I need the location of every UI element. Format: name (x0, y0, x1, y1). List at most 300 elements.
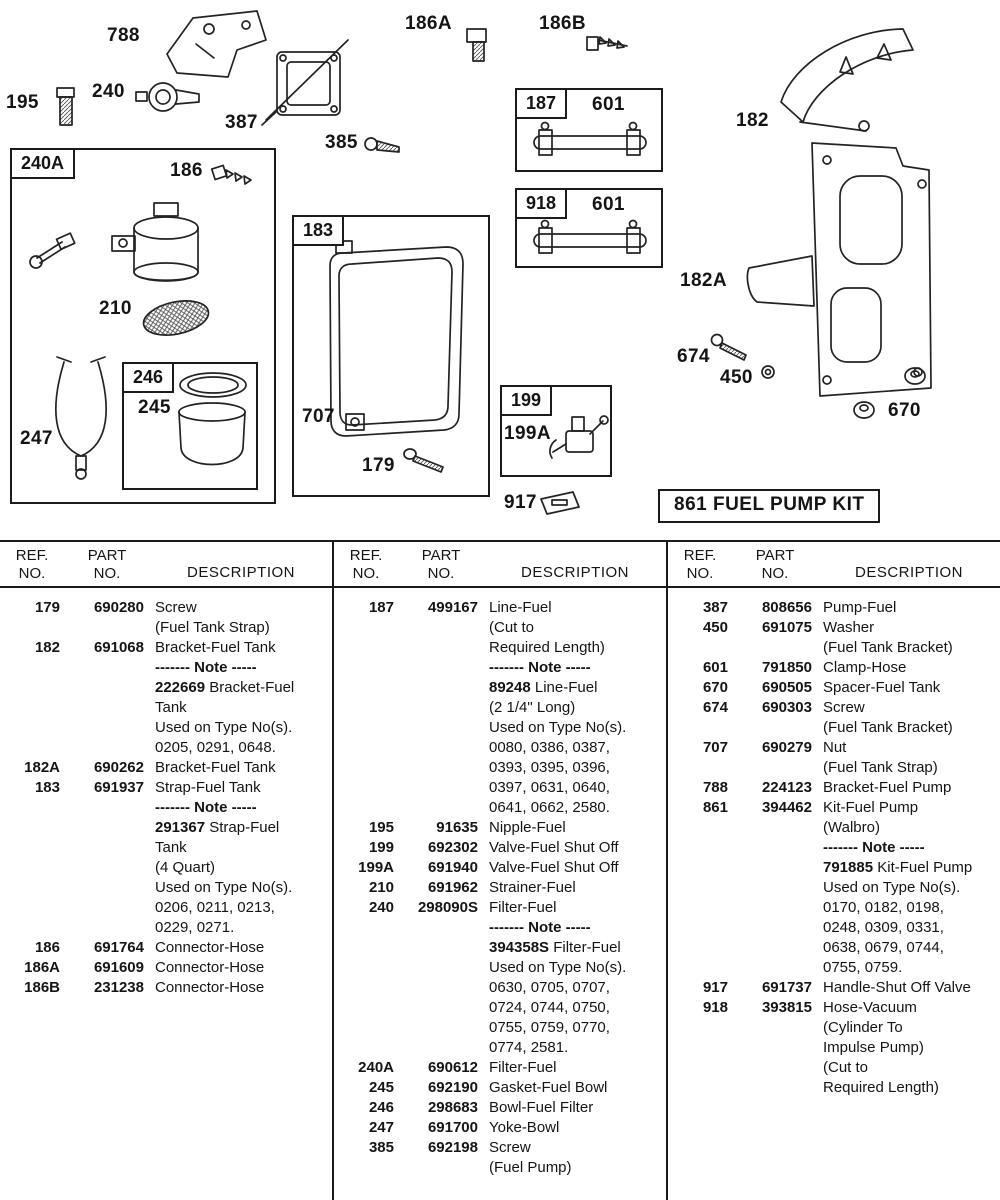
description-cell: (Fuel Tank Strap) (155, 619, 270, 636)
ref-no-cell (334, 978, 394, 998)
description-cell: 0755, 0759. (823, 959, 903, 976)
description-cell: 291367 Strap-Fuel (155, 819, 280, 836)
table-row (334, 878, 666, 898)
callout-247: 247 (20, 428, 53, 449)
table-row (334, 938, 666, 958)
ref-no-cell: 186A (24, 959, 60, 976)
part-no-cell (60, 658, 144, 678)
table-row (0, 938, 332, 958)
callout-182A: 182A (680, 270, 728, 291)
header-part-line1: PART (421, 547, 461, 564)
description-cell: 0724, 0744, 0750, (489, 999, 610, 1016)
callout-387: 387 (225, 112, 258, 133)
description-cell: Clamp-Hose (823, 659, 907, 676)
group-label-918: 918 (515, 188, 567, 219)
header-ref-line1: REF. (349, 547, 383, 564)
ref-no-cell (334, 638, 394, 658)
parts-column-body (334, 588, 666, 1178)
ref-no-cell (334, 618, 394, 638)
part-no-cell: 91635 (436, 819, 478, 836)
description-cell: Connector-Hose (155, 959, 265, 976)
table-row (668, 758, 1000, 778)
part-no-cell (60, 698, 144, 718)
header-part-no (398, 547, 484, 583)
ref-no-cell: 246 (368, 1099, 394, 1116)
table-row (668, 858, 1000, 878)
description-cell: Filter-Fuel (489, 1059, 557, 1076)
part-no-cell (394, 938, 478, 958)
callout-186B: 186B (539, 13, 587, 34)
part-no-cell (728, 758, 812, 778)
exploded-parts-diagram (0, 0, 1000, 538)
ref-no-cell (668, 818, 728, 838)
description-cell: (4 Quart) (155, 859, 216, 876)
part-no-cell (728, 1078, 812, 1098)
ref-no-cell: 788 (702, 779, 728, 796)
part-no-cell (728, 918, 812, 938)
part-no-cell (60, 798, 144, 818)
description-cell: 0630, 0705, 0707, (489, 979, 610, 996)
parts-column-1 (0, 542, 334, 1200)
part-no-cell (394, 618, 478, 638)
ref-no-cell (334, 778, 394, 798)
description-cell: 0397, 0631, 0640, (489, 779, 610, 796)
description-cell: 0248, 0309, 0331, (823, 919, 944, 936)
table-row (0, 918, 332, 938)
table-header (668, 542, 1000, 588)
description-cell: Used on Type No(s). (823, 879, 961, 896)
ref-no-cell: 183 (34, 779, 60, 796)
table-row (0, 818, 332, 838)
ref-no-cell (668, 918, 728, 938)
part-no-cell (60, 618, 144, 638)
part-no-cell: 691962 (427, 879, 478, 896)
ref-no-cell: 385 (368, 1139, 394, 1156)
ref-no-cell: 918 (702, 999, 728, 1016)
part-no-cell (394, 698, 478, 718)
callout-245: 245 (138, 397, 171, 418)
ref-no-cell (0, 718, 60, 738)
table-row (668, 878, 1000, 898)
table-row (334, 998, 666, 1018)
part-no-cell: 691764 (93, 939, 144, 956)
table-row (334, 858, 666, 878)
part-240-fuel-filter-icon (136, 83, 199, 111)
description-cell: (Cylinder To (823, 1019, 903, 1036)
ref-no-cell (668, 1078, 728, 1098)
description-cell: Screw (823, 699, 865, 716)
description-cell: 791885 Kit-Fuel Pump (823, 859, 973, 876)
ref-no-cell: 240A (358, 1059, 394, 1076)
ref-no-cell (668, 858, 728, 878)
description-cell: Used on Type No(s). (489, 719, 627, 736)
callout-385: 385 (325, 132, 358, 153)
part-no-cell (60, 838, 144, 858)
description-cell: Filter-Fuel (489, 899, 557, 916)
description-cell: (2 1/4" Long) (489, 699, 576, 716)
parts-table (0, 540, 1000, 1200)
ref-no-cell (0, 798, 60, 818)
table-row (0, 758, 332, 778)
callout-674: 674 (677, 346, 710, 367)
callout-917: 917 (504, 492, 537, 513)
group-label-199: 199 (500, 385, 552, 416)
part-182-bracket (781, 29, 913, 131)
ref-no-cell (334, 938, 394, 958)
header-part-line2: NO. (427, 565, 455, 582)
table-header (0, 542, 332, 588)
description-cell: Used on Type No(s). (155, 719, 293, 736)
parts-column-2 (334, 542, 668, 1200)
ref-no-cell: 247 (368, 1119, 394, 1136)
callout-182: 182 (736, 110, 769, 131)
ref-no-cell (334, 738, 394, 758)
callout-670: 670 (888, 400, 921, 421)
part-no-cell: 690303 (761, 699, 812, 716)
description-cell: ------- Note ----- (823, 839, 925, 856)
table-row (334, 1078, 666, 1098)
table-row (334, 1018, 666, 1038)
part-385-screw (365, 138, 399, 152)
ref-no-cell (0, 698, 60, 718)
table-row (334, 798, 666, 818)
ref-no-cell (0, 678, 60, 698)
parts-column-3 (668, 542, 1000, 1200)
part-no-cell: 692190 (427, 1079, 478, 1096)
ref-no-cell (334, 1018, 394, 1038)
part-195-nipple (57, 88, 74, 125)
part-no-cell: 499167 (427, 599, 478, 616)
ref-no-cell (668, 758, 728, 778)
part-no-cell: 393815 (761, 999, 812, 1016)
table-row (668, 998, 1000, 1018)
header-ref-line2: NO. (352, 565, 380, 582)
table-row (334, 618, 666, 638)
table-row (334, 718, 666, 738)
table-row (334, 1118, 666, 1138)
description-cell: (Fuel Tank Bracket) (823, 639, 953, 656)
part-no-cell (60, 718, 144, 738)
part-no-cell: 691700 (427, 1119, 478, 1136)
table-row (668, 938, 1000, 958)
description-cell: Bracket-Fuel Pump (823, 779, 952, 796)
description-cell: ------- Note ----- (489, 659, 591, 676)
description-cell: Washer (823, 619, 875, 636)
ref-no-cell: 861 (702, 799, 728, 816)
table-row (0, 738, 332, 758)
ref-no-cell (0, 818, 60, 838)
ref-no-cell: 182A (24, 759, 60, 776)
description-cell: Spacer-Fuel Tank (823, 679, 941, 696)
description-cell: Screw (489, 1139, 531, 1156)
description-cell: Valve-Fuel Shut Off (489, 859, 619, 876)
table-row (668, 658, 1000, 678)
part-no-cell: 690279 (761, 739, 812, 756)
description-cell: Handle-Shut Off Valve (823, 979, 971, 996)
table-row (0, 658, 332, 678)
ref-no-cell (334, 718, 394, 738)
table-row (668, 1018, 1000, 1038)
ref-no-cell: 450 (702, 619, 728, 636)
header-description: DESCRIPTION (854, 564, 963, 581)
description-cell: 222669 Bracket-Fuel (155, 679, 295, 696)
description-cell: Tank (155, 839, 187, 856)
group-label-246: 246 (122, 362, 174, 393)
ref-no-cell (334, 1158, 394, 1178)
header-part-no (732, 547, 818, 583)
ref-no-cell (0, 618, 60, 638)
table-row (668, 818, 1000, 838)
description-cell: Connector-Hose (155, 979, 265, 996)
description-cell: Yoke-Bowl (489, 1119, 560, 1136)
description-cell: 0205, 0291, 0648. (155, 739, 276, 756)
table-row (0, 978, 332, 998)
part-387-fuel-pump (262, 40, 348, 125)
table-row (0, 598, 332, 618)
table-row (334, 818, 666, 838)
part-450-washer (762, 366, 774, 378)
description-cell: 0229, 0271. (155, 919, 235, 936)
part-no-cell: 691609 (93, 959, 144, 976)
part-no-cell (394, 658, 478, 678)
ref-no-cell: 195 (368, 819, 394, 836)
table-row (668, 978, 1000, 998)
table-row (668, 918, 1000, 938)
part-no-cell (394, 738, 478, 758)
ref-no-cell: 182 (34, 639, 60, 656)
part-no-cell (394, 1038, 478, 1058)
part-no-cell (394, 1158, 478, 1178)
description-cell: ------- Note ----- (489, 919, 591, 936)
ref-no-cell: 917 (702, 979, 728, 996)
table-row (334, 1138, 666, 1158)
table-row (334, 958, 666, 978)
table-row (0, 798, 332, 818)
table-row (0, 838, 332, 858)
parts-column-body (0, 588, 332, 998)
table-row (668, 1038, 1000, 1058)
table-row (668, 598, 1000, 618)
part-no-cell: 394462 (761, 799, 812, 816)
part-no-cell (394, 998, 478, 1018)
description-cell: Strap-Fuel Tank (155, 779, 261, 796)
part-no-cell (728, 858, 812, 878)
description-cell: Required Length) (489, 639, 605, 656)
table-row (334, 678, 666, 698)
table-row (668, 898, 1000, 918)
part-no-cell (394, 1018, 478, 1038)
ref-no-cell (668, 838, 728, 858)
ref-no-cell (0, 738, 60, 758)
part-no-cell: 690505 (761, 679, 812, 696)
description-cell: 394358S Filter-Fuel (489, 939, 621, 956)
description-cell: Screw (155, 599, 197, 616)
part-no-cell (60, 858, 144, 878)
table-row (334, 978, 666, 998)
part-no-cell (728, 1018, 812, 1038)
table-row (668, 1058, 1000, 1078)
callout-186: 186 (170, 160, 203, 181)
ref-no-cell (668, 1038, 728, 1058)
ref-no-cell (668, 898, 728, 918)
part-186A-connector (467, 29, 486, 61)
ref-no-cell: 670 (702, 679, 728, 696)
header-part-line2: NO. (93, 565, 121, 582)
ref-no-cell (334, 918, 394, 938)
part-no-cell (60, 918, 144, 938)
table-row (334, 598, 666, 618)
part-no-cell (728, 898, 812, 918)
ref-no-cell: 199 (368, 839, 394, 856)
part-917-handle (541, 492, 579, 514)
description-cell: Used on Type No(s). (155, 879, 293, 896)
ref-no-cell: 387 (702, 599, 728, 616)
part-no-cell (394, 778, 478, 798)
table-row (0, 898, 332, 918)
part-no-cell (60, 898, 144, 918)
table-row (0, 878, 332, 898)
ref-no-cell (334, 678, 394, 698)
part-no-cell: 691940 (427, 859, 478, 876)
part-182A-bracket (747, 143, 931, 396)
part-no-cell (394, 718, 478, 738)
callout-450: 450 (720, 367, 753, 388)
description-cell: 0774, 2581. (489, 1039, 569, 1056)
ref-no-cell (334, 958, 394, 978)
table-row (0, 958, 332, 978)
header-ref-no (334, 547, 398, 583)
part-no-cell: 690262 (93, 759, 144, 776)
table-row (0, 638, 332, 658)
part-no-cell: 690612 (427, 1059, 478, 1076)
part-no-cell (394, 798, 478, 818)
table-row (0, 858, 332, 878)
callout-210: 210 (99, 298, 132, 319)
description-cell: (Cut to (823, 1059, 869, 1076)
ref-no-cell: 179 (34, 599, 60, 616)
description-cell: (Walbro) (823, 819, 880, 836)
part-674-screw (712, 335, 747, 361)
header-ref-no (668, 547, 732, 583)
description-cell: Valve-Fuel Shut Off (489, 839, 619, 856)
ref-no-cell: 186 (34, 939, 60, 956)
description-cell: Tank (155, 699, 187, 716)
description-cell: 0393, 0395, 0396, (489, 759, 610, 776)
group-label-187: 187 (515, 88, 567, 119)
callout-707: 707 (302, 406, 335, 427)
callout-199A: 199A (504, 423, 552, 444)
ref-no-cell (0, 838, 60, 858)
description-cell: Bracket-Fuel Tank (155, 639, 276, 656)
table-row (334, 898, 666, 918)
ref-no-cell (334, 998, 394, 1018)
part-no-cell (60, 738, 144, 758)
table-row (334, 698, 666, 718)
ref-no-cell (668, 958, 728, 978)
table-row (334, 1038, 666, 1058)
description-cell: Kit-Fuel Pump (823, 799, 919, 816)
table-row (0, 718, 332, 738)
part-no-cell (394, 758, 478, 778)
description-cell: Strainer-Fuel (489, 879, 576, 896)
part-no-cell (728, 958, 812, 978)
fuel-pump-kit-label: 861 FUEL PUMP KIT (658, 489, 880, 523)
header-description: DESCRIPTION (186, 564, 295, 581)
callout-601-b: 601 (592, 194, 625, 215)
header-part-line1: PART (755, 547, 795, 564)
part-no-cell (728, 938, 812, 958)
description-cell: Line-Fuel (489, 599, 552, 616)
part-no-cell (728, 878, 812, 898)
part-no-cell (60, 678, 144, 698)
header-ref-line2: NO. (686, 565, 714, 582)
part-no-cell (728, 838, 812, 858)
header-part-line1: PART (87, 547, 127, 564)
header-ref-no (0, 547, 64, 583)
table-row (334, 658, 666, 678)
part-no-cell: 791850 (761, 659, 812, 676)
part-186B-connector (587, 37, 627, 50)
ref-no-cell: 186B (24, 979, 60, 996)
table-row (668, 1078, 1000, 1098)
description-cell: Used on Type No(s). (489, 959, 627, 976)
description-cell: ------- Note ----- (155, 799, 257, 816)
part-no-cell: 691075 (761, 619, 812, 636)
callout-179: 179 (362, 455, 395, 476)
ref-no-cell (668, 1018, 728, 1038)
ref-no-cell: 210 (368, 879, 394, 896)
part-no-cell (728, 1038, 812, 1058)
table-row (0, 618, 332, 638)
header-ref-line1: REF. (683, 547, 717, 564)
header-part-no (64, 547, 150, 583)
description-cell: 0641, 0662, 2580. (489, 799, 610, 816)
table-header (334, 542, 666, 588)
ref-no-cell: 601 (702, 659, 728, 676)
group-label-240A: 240A (10, 148, 75, 179)
part-no-cell (728, 638, 812, 658)
table-row (668, 738, 1000, 758)
ref-no-cell (0, 878, 60, 898)
ref-no-cell: 187 (368, 599, 394, 616)
ref-no-cell (0, 898, 60, 918)
ref-no-cell: 245 (368, 1079, 394, 1096)
part-no-cell (394, 918, 478, 938)
part-no-cell (728, 1058, 812, 1078)
ref-no-cell (668, 938, 728, 958)
callout-788: 788 (107, 25, 140, 46)
table-row (668, 698, 1000, 718)
part-no-cell: 692198 (427, 1139, 478, 1156)
table-row (0, 698, 332, 718)
description-cell: 0638, 0679, 0744, (823, 939, 944, 956)
table-row (668, 798, 1000, 818)
ref-no-cell (0, 918, 60, 938)
callout-240: 240 (92, 81, 125, 102)
ref-no-cell (668, 638, 728, 658)
table-row (334, 738, 666, 758)
description-cell: (Fuel Tank Bracket) (823, 719, 953, 736)
description-cell: Pump-Fuel (823, 599, 897, 616)
table-row (334, 1098, 666, 1118)
ref-no-cell (334, 698, 394, 718)
description-cell: Required Length) (823, 1079, 939, 1096)
ref-no-cell (668, 878, 728, 898)
part-no-cell (394, 958, 478, 978)
table-row (668, 678, 1000, 698)
table-row (0, 678, 332, 698)
table-row (334, 838, 666, 858)
